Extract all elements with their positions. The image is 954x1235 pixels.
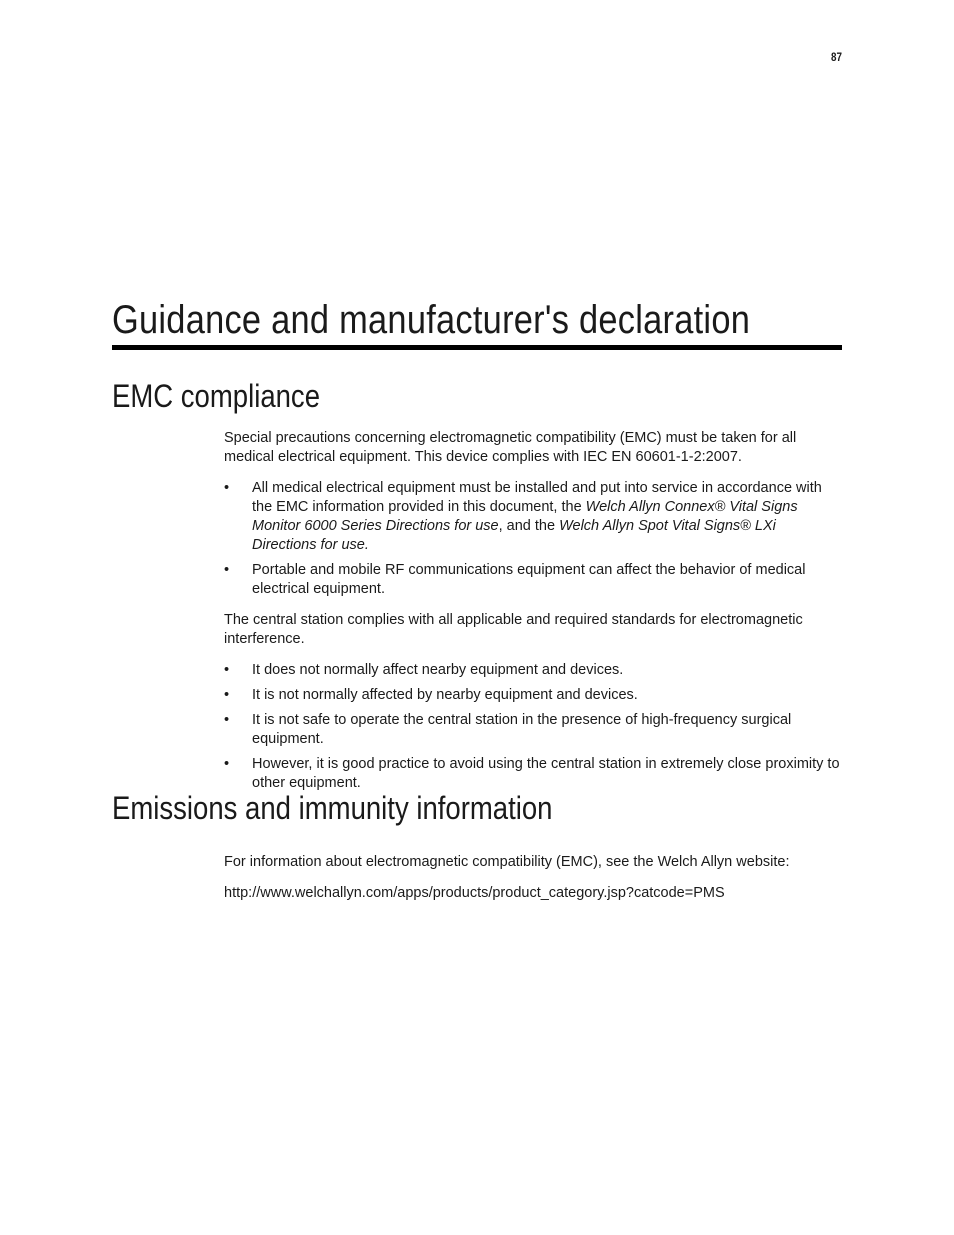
bullet-glyph: •: [224, 712, 230, 728]
list-item: [224, 561, 844, 599]
list-item: [224, 661, 844, 680]
bullet-glyph: •: [224, 562, 230, 578]
bullet-glyph: •: [224, 756, 230, 772]
list-item: [224, 479, 844, 555]
chapter-title-rule: [112, 345, 842, 350]
emissions-body: [224, 853, 844, 915]
bullet-glyph: •: [224, 480, 230, 496]
list-item: [224, 711, 844, 749]
document-title-vsm6000: Welch Allyn Connex® Vital Signs Monitor 6000 Series Directions for use: [252, 499, 798, 534]
list-item-text: Portable and mobile RF communications equipment can affect the behavior of medical electrical equipment.: [252, 562, 806, 597]
emc-intro-paragraph: Special precautions concerning electromagnetic compatibility (EMC) must be taken for all medical electrical equipment. This device complies with IEC EN 60601-1-2:2007.: [224, 430, 797, 465]
section-heading-emc-compliance: EMC compliance: [112, 378, 320, 414]
emissions-paragraph: For information about electromagnetic compatibility (EMC), see the Welch Allyn website:: [224, 854, 790, 870]
chapter-title: Guidance and manufacturer's declaration: [112, 298, 751, 342]
page-number: 87: [831, 50, 842, 64]
list-item: [224, 755, 844, 793]
bullet-glyph: •: [224, 662, 230, 678]
list-item-text: All medical electrical equipment must be installed and put into service in accordance with the EMC information provided in this document, the: [252, 480, 822, 515]
list-item-text: It is not safe to operate the central station in the presence of high-frequency surgical equipment.: [252, 712, 792, 747]
document-title-spot-lxi: Welch Allyn Spot Vital Signs® LXi Directions for use.: [252, 518, 776, 553]
central-station-paragraph: The central station complies with all applicable and required standards for electromagnetic interference.: [224, 612, 803, 647]
list-item: [224, 686, 844, 705]
list-item-text: It does not normally affect nearby equipment and devices.: [252, 662, 624, 678]
emc-compliance-body: [224, 429, 844, 805]
welch-allyn-url: http://www.welchallyn.com/apps/products/product_category.jsp?catcode=PMS: [224, 885, 725, 901]
emc-bullet-list-1: [224, 479, 844, 599]
list-item-text: , and the: [498, 518, 560, 534]
bullet-glyph: •: [224, 687, 230, 703]
section-heading-emissions-immunity: Emissions and immunity information: [112, 790, 553, 826]
list-item-text: It is not normally affected by nearby equipment and devices.: [252, 687, 638, 703]
emc-bullet-list-2: [224, 661, 844, 793]
list-item-text: However, it is good practice to avoid using the central station in extremely close proximity to other equipment.: [252, 756, 840, 791]
